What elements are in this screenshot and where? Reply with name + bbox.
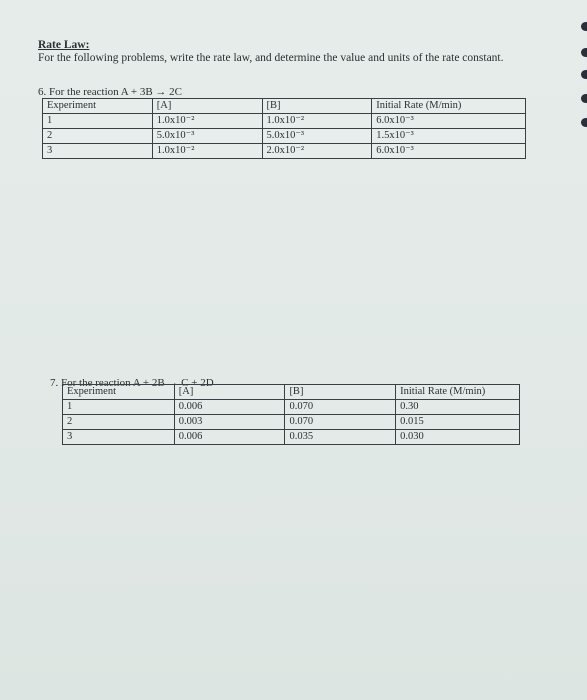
- cell-a: 0.006: [174, 430, 285, 445]
- cell-b: 5.0x10⁻³: [262, 129, 372, 144]
- table-row: [63, 430, 520, 445]
- edge-mark: [581, 22, 587, 31]
- table-row: [43, 144, 526, 159]
- cell-rate: 0.30: [396, 400, 520, 415]
- table-row: [63, 400, 520, 415]
- problem-6-label: 6. For the reaction A + 3B → 2C: [38, 86, 182, 98]
- cell-a: 0.006: [174, 400, 285, 415]
- cell-experiment: 3: [43, 144, 153, 159]
- problem-7-table: [62, 384, 520, 445]
- cell-a: 1.0x10⁻²: [152, 114, 262, 129]
- table-row: [43, 114, 526, 129]
- cell-b: 1.0x10⁻²: [262, 114, 372, 129]
- cell-b: 0.035: [285, 430, 396, 445]
- cell-rate: 0.030: [396, 430, 520, 445]
- cell-rate: 6.0x10⁻³: [372, 114, 526, 129]
- cell-experiment: 3: [63, 430, 175, 445]
- header-experiment: Experiment: [43, 99, 153, 114]
- header-initial-rate: Initial Rate (M/min): [372, 99, 526, 114]
- cell-b: 0.070: [285, 400, 396, 415]
- problem-7-label: 7. For the reaction A + 2B → C + 2D: [50, 377, 214, 389]
- table-header-row: [43, 99, 526, 114]
- cell-a: 1.0x10⁻²: [152, 144, 262, 159]
- table-row: [43, 129, 526, 144]
- cell-experiment: 2: [63, 415, 175, 430]
- header-initial-rate: Initial Rate (M/min): [396, 385, 520, 400]
- edge-mark: [581, 118, 587, 127]
- header-b-concentration: [B]: [285, 385, 396, 400]
- cell-experiment: 1: [63, 400, 175, 415]
- cell-rate: 6.0x10⁻³: [372, 144, 526, 159]
- header-a-concentration: [A]: [152, 99, 262, 114]
- instructions-text: For the following problems, write the rate law, and determine the value and units of the rate constant.: [38, 52, 504, 64]
- header-experiment: Experiment: [63, 385, 175, 400]
- cell-experiment: 2: [43, 129, 153, 144]
- problem-6-table: [42, 98, 526, 159]
- cell-rate: 0.015: [396, 415, 520, 430]
- section-heading: Rate Law:: [38, 39, 90, 51]
- cell-a: 5.0x10⁻³: [152, 129, 262, 144]
- edge-mark: [581, 48, 587, 57]
- cell-a: 0.003: [174, 415, 285, 430]
- cell-b: 0.070: [285, 415, 396, 430]
- edge-mark: [581, 94, 587, 103]
- cell-experiment: 1: [43, 114, 153, 129]
- cell-b: 2.0x10⁻²: [262, 144, 372, 159]
- header-b-concentration: [B]: [262, 99, 372, 114]
- edge-mark: [581, 70, 587, 79]
- cell-rate: 1.5x10⁻³: [372, 129, 526, 144]
- table-header-row: [63, 385, 520, 400]
- table-row: [63, 415, 520, 430]
- header-a-concentration: [A]: [174, 385, 285, 400]
